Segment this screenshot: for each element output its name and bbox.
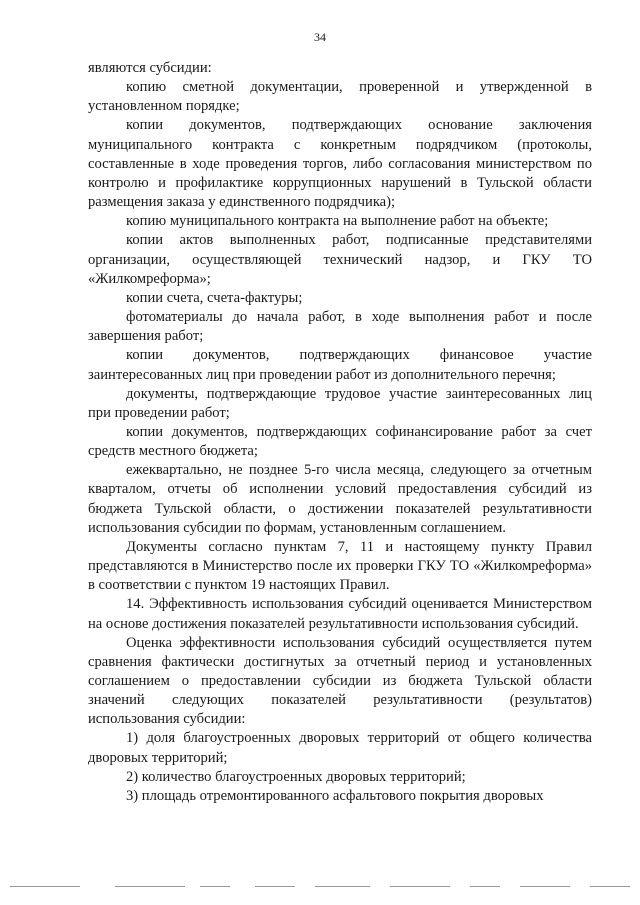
scan-mark [470, 886, 500, 887]
scan-mark [10, 886, 80, 887]
paragraph: Оценка эффективности использования субсидий осуществляется путем сравнения фактически достигнутых за отчетный период и установленных соглашением о предоставлении субсидии из бюджета Тульской области значений следующих показателей результативности (результатов) использования субсидии: [88, 634, 592, 728]
paragraph: являются субсидии: [88, 60, 212, 76]
scan-mark [255, 886, 295, 887]
paragraph: Документы согласно пунктам 7, 11 и настоящему пункту Правил представляются в Министерство после их проверки ГКУ ТО «Жилкомреформа» в соответствии с пунктом 19 настоящих Правил. [88, 538, 592, 594]
scan-mark [115, 886, 185, 887]
scan-mark [315, 886, 370, 887]
paragraph: копии счета, счета-фактуры; [126, 289, 303, 306]
scan-mark [590, 886, 630, 887]
document-body [88, 59, 592, 806]
paragraph: копии актов выполненных работ, подписанные представителями организации, осуществляющей технический надзор, и ГКУ ТО «Жилкомреформа»; [88, 232, 592, 287]
paragraph: 1) доля благоустроенных дворовых территорий от общего количества дворовых территорий; [88, 730, 592, 766]
page-number: 34 [314, 30, 326, 44]
paragraph: копию сметной документации, проверенной и утвержденной в установленном порядке; [88, 79, 592, 115]
scan-mark [520, 886, 570, 887]
scan-mark [200, 886, 230, 887]
paragraph: фотоматериалы до начала работ, в ходе выполнения работ и после завершения работ; [88, 309, 592, 345]
paragraph: 3) площадь отремонтированного асфальтового покрытия дворовых [126, 787, 544, 804]
paragraph: 14. Эффективность использования субсидий оценивается Министерством на основе достижения показателей результативности использования субсидий. [88, 596, 592, 632]
paragraph: документы, подтверждающие трудовое участие заинтересованных лиц при проведении работ; [88, 385, 592, 421]
paragraph: ежеквартально, не позднее 5-го числа месяца, следующего за отчетным кварталом, отчеты об исполнении условий предоставления субсидий из бюджета Тульской области, о достижении показателей результативности использования субсидии по формам, установленным соглашением. [88, 462, 592, 536]
paragraph: копии документов, подтверждающих основание заключения муниципального контракта с конкретным подрядчиком (протоколы, составленные в ходе проведения торгов, либо согласования министерством по контролю и профилактике коррупционных нарушений в Тульской области размещения заказа у единственного подрядчика); [88, 117, 592, 211]
scan-footer-artifacts [0, 880, 640, 892]
paragraph: копии документов, подтверждающих софинансирование работ за счет средств местного бюджета; [88, 423, 592, 460]
paragraph: копию муниципального контракта на выполнение работ на объекте; [126, 213, 549, 230]
paragraph: копии документов, подтверждающих финансовое участие заинтересованных лиц при проведении работ из дополнительного перечня; [88, 347, 592, 383]
scan-mark [390, 886, 450, 887]
paragraph: 2) количество благоустроенных дворовых территорий; [126, 768, 466, 785]
